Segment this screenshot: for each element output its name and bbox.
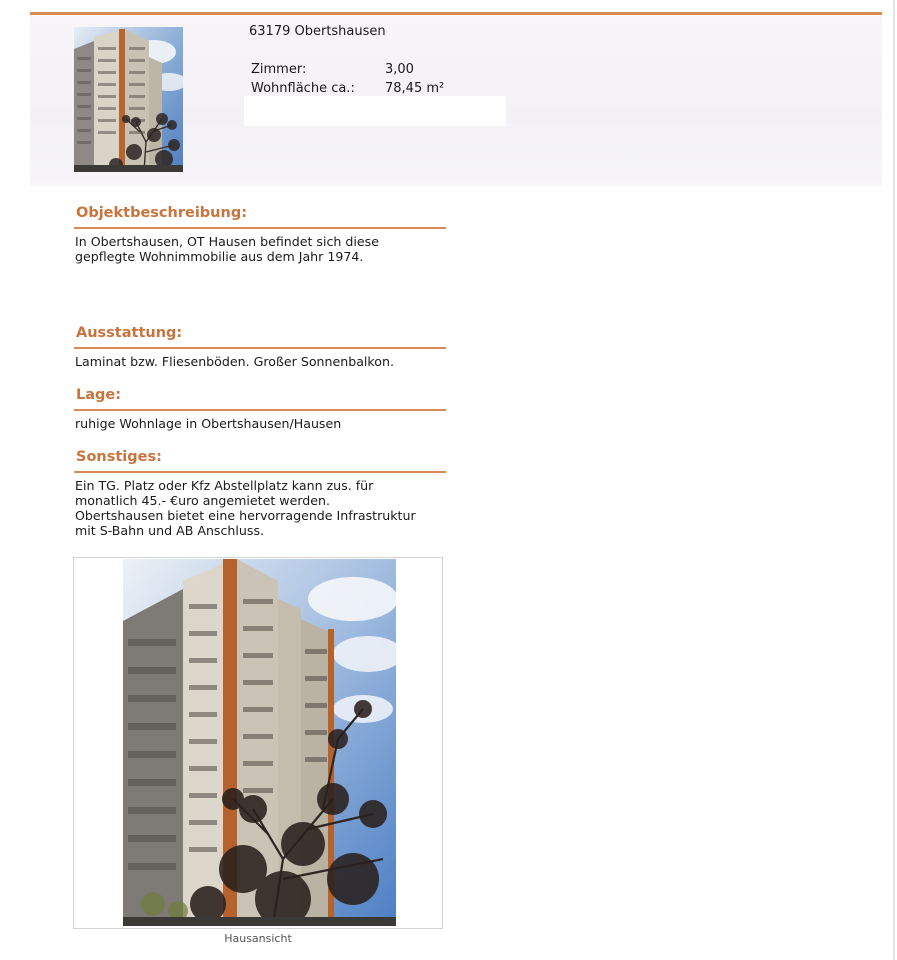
building-photo — [123, 559, 396, 926]
section-text-misc: Ein TG. Platz oder Kfz Abstellplatz kann zus. für monatlich 45.- €uro angemietet werden. Obertshausen bietet eine hervorragende Infrastruktur mit S-Bahn und AB Anschluss. — [75, 478, 416, 538]
listing-address: 63179 Obertshausen — [249, 24, 386, 39]
section-title-equipment: Ausstattung: — [76, 325, 183, 341]
section-rule — [74, 409, 446, 411]
top-accent-rule — [30, 12, 882, 15]
photo-frame — [73, 557, 443, 929]
living-area-label: Wohnfläche ca.: — [251, 81, 355, 96]
section-rule — [74, 227, 446, 229]
photo-caption: Hausansicht — [224, 932, 292, 945]
building-thumbnail — [74, 27, 183, 172]
section-text-description: In Obertshausen, OT Hausen befindet sich diese gepflegte Wohnimmobilie aus dem Jahr 1974. — [75, 234, 379, 264]
section-rule — [74, 471, 446, 473]
section-title-location: Lage: — [76, 387, 122, 403]
section-title-misc: Sonstiges: — [76, 449, 162, 465]
section-text-location: ruhige Wohnlage in Obertshausen/Hausen — [75, 416, 342, 431]
rooms-label: Zimmer: — [251, 62, 307, 77]
redacted-area — [244, 96, 506, 126]
section-title-description: Objektbeschreibung: — [76, 205, 248, 221]
section-rule — [74, 347, 446, 349]
rooms-value: 3,00 — [385, 62, 414, 77]
living-area-value: 78,45 m² — [385, 81, 445, 96]
section-text-equipment: Laminat bzw. Fliesenböden. Großer Sonnenbalkon. — [75, 354, 394, 369]
page-edge — [893, 0, 895, 960]
